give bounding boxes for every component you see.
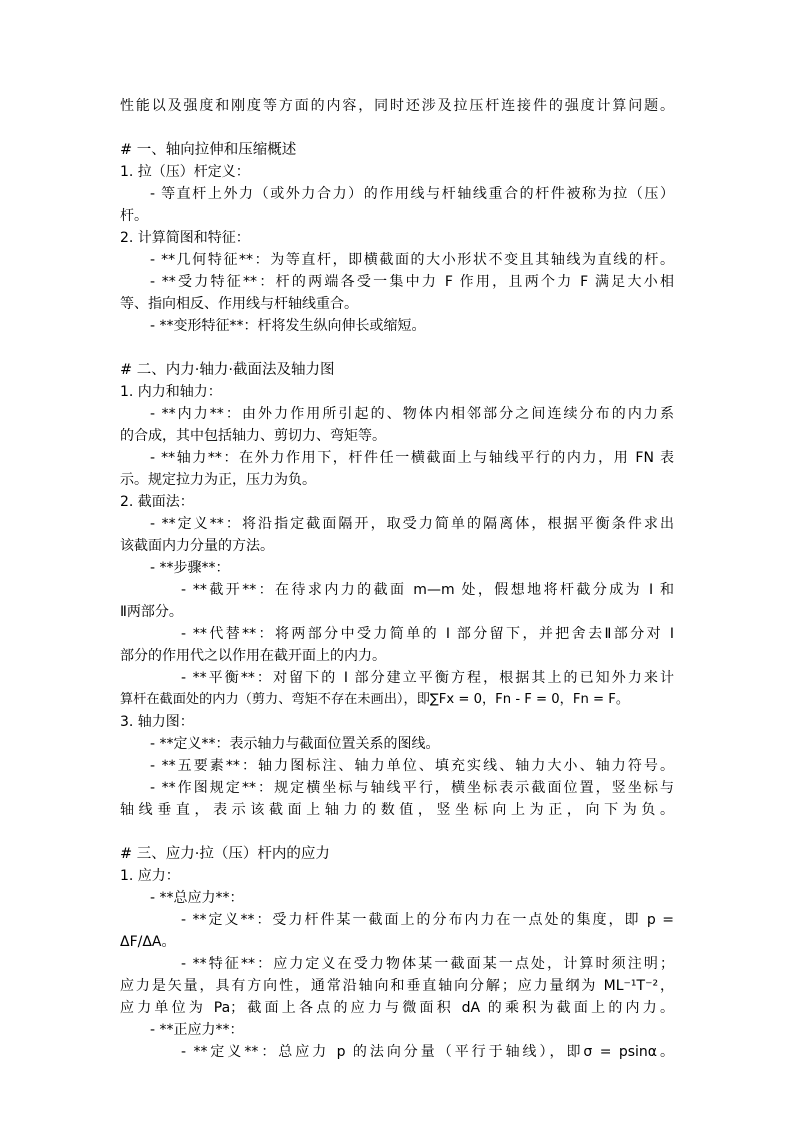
drawing-rules-line2: 轴线垂直，表示该截面上轴力的数值，竖坐标向上为正，向下为负。 <box>120 802 674 818</box>
normal-stress-definition: - **定义**：总应力 p 的法向分量（平行于轴线），即σ = psinα。 <box>181 1044 674 1060</box>
steps-label: - **步骤**： <box>150 560 230 576</box>
total-stress-def-line1: - **定义**：受力杆件某一截面上的分布内力在一点处的集度，即 p = <box>181 912 674 928</box>
section-2-1-title: 1. 内力和轴力： <box>120 384 222 400</box>
intro-paragraph: 性能以及强度和刚度等方面的内容，同时还涉及拉压杆连接件的强度计算问题。 <box>120 98 674 114</box>
force-feature-line2: 等、指向相反、作用线与杆轴线重合。 <box>120 296 358 312</box>
section-method-def-line2: 该截面内力分量的方法。 <box>120 538 274 554</box>
section-1-1-title: 1. 拉（压）杆定义： <box>120 164 250 180</box>
section-2-2-title: 2. 截面法： <box>120 494 194 510</box>
internal-force-line1: - **内力**：由外力作用所引起的、物体内相邻部分之间连续分布的内力系 <box>150 406 674 422</box>
bar-definition-line2: 杆。 <box>120 208 148 224</box>
section-3-1-title: 1. 应力： <box>120 868 180 884</box>
geometric-feature: - **几何特征**：为等直杆，即横截面的大小形状不变且其轴线为直线的杆。 <box>150 252 674 268</box>
step-substitute-line2: 部分的作用代之以作用在截开面上的内力。 <box>120 648 386 664</box>
step-balance-line1: - **平衡**：对留下的 I 部分建立平衡方程，根据其上的已知外力来计 <box>181 670 674 686</box>
total-stress-feature-line3: 应力单位为 Pa；截面上各点的应力与微面积 dA 的乘积为截面上的内力。 <box>120 1000 674 1016</box>
step-cut-line2: Ⅱ两部分。 <box>120 604 183 620</box>
normal-stress-label: - **正应力**： <box>150 1022 244 1038</box>
axial-diagram-definition: - **定义**：表示轴力与截面位置关系的图线。 <box>150 736 440 752</box>
axial-force-line2: 示。规定拉力为正，压力为负。 <box>120 472 316 488</box>
step-cut-line1: - **截开**：在待求内力的截面 m—m 处，假想地将杆截分成为 I 和 <box>181 582 674 598</box>
section-1-2-title: 2. 计算简图和特征： <box>120 230 250 246</box>
section-1-heading: # 一、轴向拉伸和压缩概述 <box>120 142 297 158</box>
internal-force-line2: 的合成，其中包括轴力、剪切力、弯矩等。 <box>120 428 386 444</box>
section-3-heading: # 三、应力·拉（压）杆内的应力 <box>120 846 330 862</box>
total-stress-feature-line1: - **特征**：应力定义在受力物体某一截面某一点处，计算时须注明； <box>181 956 674 972</box>
drawing-rules-line1: - **作图规定**：规定横坐标与轴线平行，横坐标表示截面位置，竖坐标与 <box>150 780 674 796</box>
bar-definition-line1: - 等直杆上外力（或外力合力）的作用线与杆轴线重合的杆件被称为拉（压） <box>150 186 674 202</box>
section-2-heading: # 二、内力·轴力·截面法及轴力图 <box>120 362 335 378</box>
deformation-feature: - **变形特征**：杆将发生纵向伸长或缩短。 <box>150 318 426 334</box>
axial-diagram-five-elements: - **五要素**：轴力图标注、轴力单位、填充实线、轴力大小、轴力符号。 <box>150 758 674 774</box>
section-method-def-line1: - **定义**：将沿指定截面隔开，取受力简单的隔离体，根据平衡条件求出 <box>150 516 674 532</box>
total-stress-feature-line2: 应力是矢量，具有方向性，通常沿轴向和垂直轴向分解；应力量纲为 ML⁻¹T⁻²， <box>120 978 674 994</box>
axial-force-line1: - **轴力**：在外力作用下，杆件任一横截面上与轴线平行的内力，用 FN 表 <box>150 450 674 466</box>
step-substitute-line1: - **代替**：将两部分中受力简单的 I 部分留下，并把舍去Ⅱ部分对 I <box>181 626 674 642</box>
total-stress-def-line2: ΔF/ΔA。 <box>120 934 176 950</box>
total-stress-label: - **总应力**： <box>150 890 244 906</box>
section-2-3-title: 3. 轴力图： <box>120 714 194 730</box>
force-feature-line1: - **受力特征**：杆的两端各受一集中力 F 作用，且两个力 F 满足大小相 <box>150 274 674 290</box>
step-balance-line2: 算杆在截面处的内力（剪力、弯矩不存在未画出），即∑Fx = 0，Fn - F = 0，Fn = F。 <box>120 692 630 707</box>
